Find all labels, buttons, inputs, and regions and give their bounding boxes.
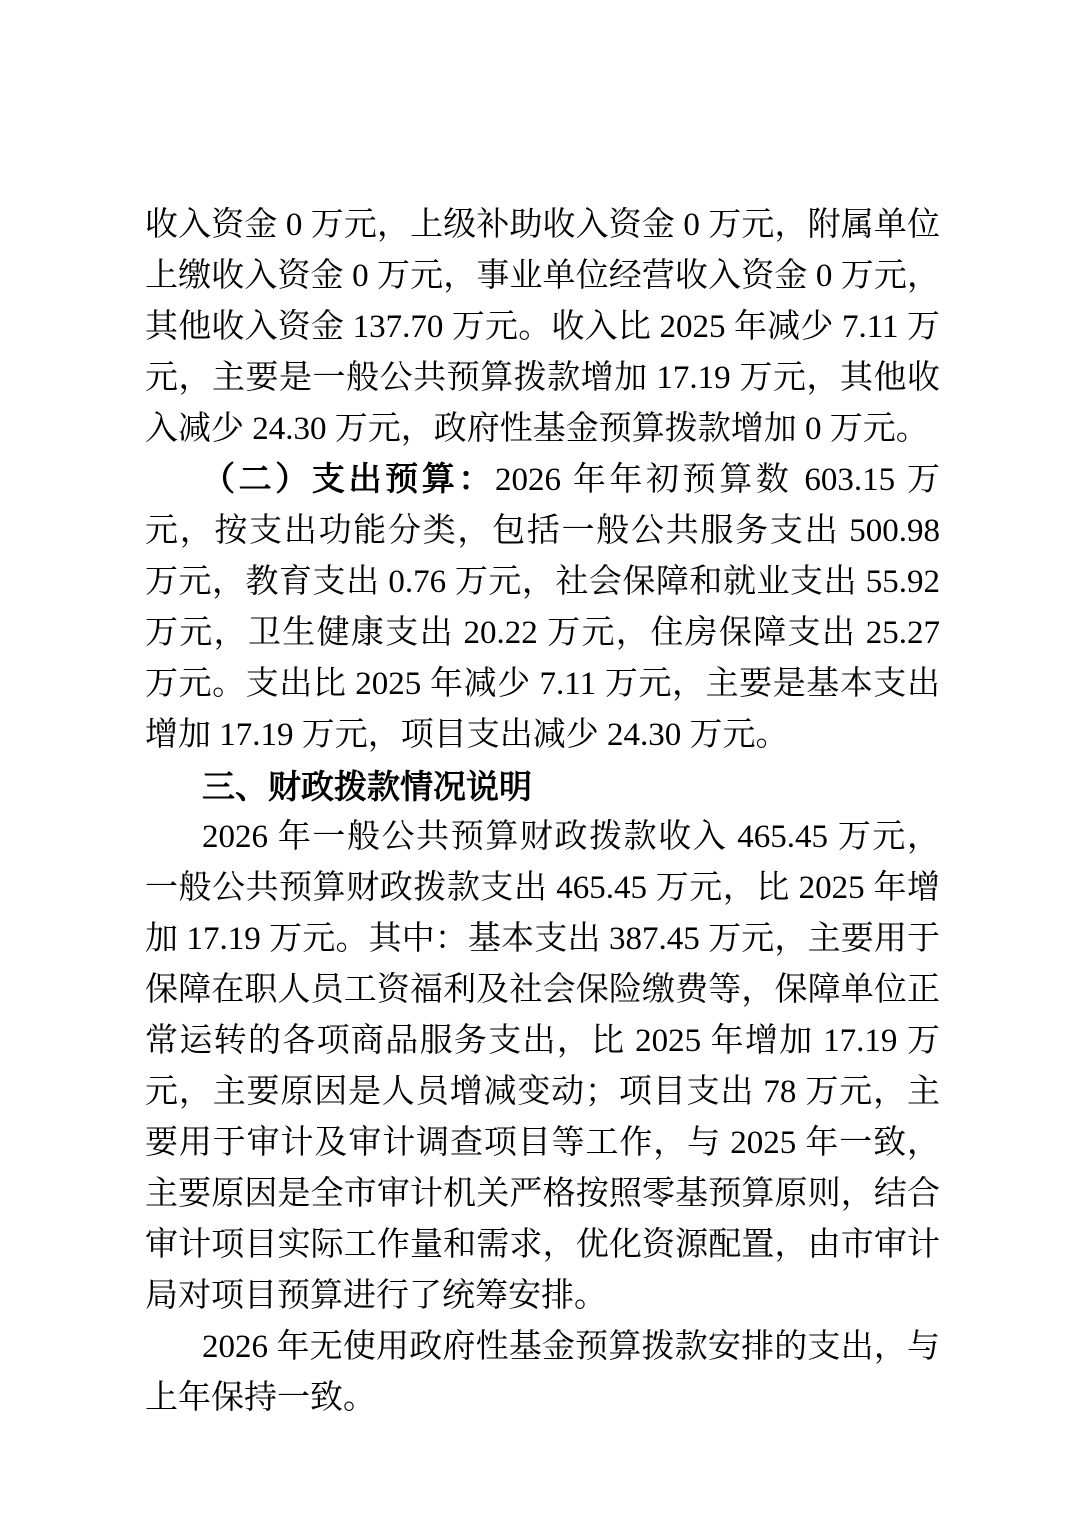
paragraph-expenditure-text: 2026 年年初预算数 603.15 万元，按支出功能分类，包括一般公共服务支出 500.98 万元，教育支出 0.76 万元，社会保障和就业支出 55.92 万元，卫生健康支出 20.22 万元，住房保障支出 25.27 万元。支出比 2025 年减少 7.11 万元，主要是基本支出增加 17.19 万元，项目支出减少 24.30 万元。 xyxy=(145,462,941,753)
paragraph-fiscal-appropriation-detail: 2026 年一般公共预算财政拨款收入 465.45 万元，一般公共预算财政拨款支出 465.45 万元，比 2025 年增加 17.19 万元。其中：基本支出 387.45 万元，主要用于保障在职人员工资福利及社会保险缴费等，保障单位正常运转的各项商品服务支出，比 2025 年增加 17.19 万元，主要原因是人员增减变动；项目支出 78 万元，主要用于审计及审计调查项目等工作，与 2025 年一致，主要原因是全市审计机关严格按照零基预算原则，结合审计项目实际工作量和需求，优化资源配置，由市审计局对项目预算进行了统筹安排。 xyxy=(145,819,941,1314)
section-heading-fiscal-appropriation: 三、财政拨款情况说明 xyxy=(202,768,532,805)
paragraph-expenditure-budget xyxy=(145,455,940,761)
paragraph-income-budget-continuation: 收入资金 0 万元，上级补助收入资金 0 万元，附属单位上缴收入资金 0 万元，事业单位经营收入资金 0 万元，其他收入资金 137.70 万元。收入比 2025 年减少 7.11 万元，主要是一般公共预算拨款增加 17.19 万元，其他收入减少 24.30 万元，政府性基金预算拨款增加 0 万元。 xyxy=(145,207,940,447)
paragraph-government-fund-statement: 2026 年无使用政府性基金预算拨款安排的支出，与上年保持一致。 xyxy=(145,1329,940,1416)
paragraph-expenditure-lead-label: （二）支出预算： xyxy=(202,462,495,498)
